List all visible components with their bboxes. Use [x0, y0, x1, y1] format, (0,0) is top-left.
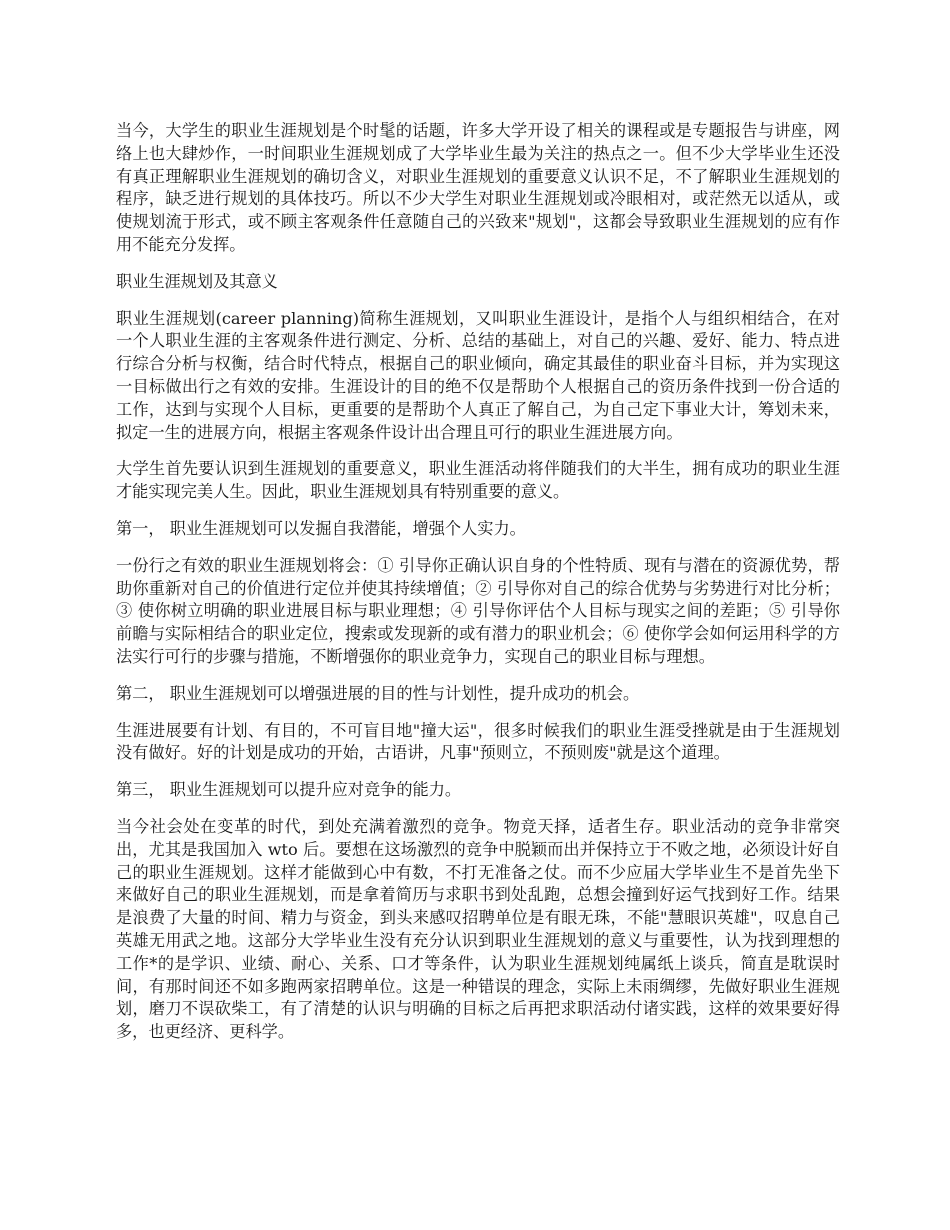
significance-paragraph: 大学生首先要认识到生涯规划的重要意义，职业生涯活动将伴随我们的大半生，拥有成功的职业生涯才能实现完美人生。因此，职业生涯规划具有特别重要的意义。: [116, 459, 840, 502]
point-three-paragraph: 当今社会处在变革的时代，到处充满着激烈的竞争。物竞天择，适者生存。职业活动的竞争非常突出，尤其是我国加入 wto 后。要想在这场激烈的竞争中脱颖而出并保持立于不败之地，必须设计好自己的职业生涯规划。这样才能做到心中有数，不打无准备之仗。而不少应届大学毕业生不是首先坐下来做好自己的职业生涯规划，而是拿着简历与求职书到处乱跑，总想会撞到好运气找到好工作。结果是浪费了大量的时间、精力与资金，到头来感叹招聘单位是有眼无珠，不能"慧眼识英雄"，叹息自己英雄无用武之地。这部分大学毕业生没有充分认识到职业生涯规划的意义与重要性，认为找到理想的工作*的是学识、业绩、耐心、关系、口才等条件，认为职业生涯规划纯属纸上谈兵，简直是耽误时间，有那时间还不如多跑两家招聘单位。这是一种错误的理念，实际上未雨绸缪，先做好职业生涯规划，磨刀不误砍柴工，有了清楚的认识与明确的目标之后再把求职活动付诸实践，这样的效果要好得多，也更经济、更科学。: [116, 816, 840, 1042]
document-body: [116, 120, 840, 1058]
point-two-paragraph: 生涯进展要有计划、有目的，不可盲目地"撞大运"，很多时候我们的职业生涯受挫就是由于生涯规划没有做好。好的计划是成功的开始，古语讲，凡事"预则立，不预则废"就是这个道理。: [116, 720, 840, 763]
intro-paragraph: 当今，大学生的职业生涯规划是个时髦的话题，许多大学开设了相关的课程或是专题报告与讲座，网络上也大肆炒作，一时间职业生涯规划成了大学毕业生最为关注的热点之一。但不少大学毕业生还没有真正理解职业生涯规划的确切含义，对职业生涯规划的重要意义认识不足，不了解职业生涯规划的程序，缺乏进行规划的具体技巧。所以不少大学生对职业生涯规划或冷眼相对，或茫然无以适从，或使规划流于形式，或不顾主客观条件任意随自己的兴致来"规划"，这都会导致职业生涯规划的应有作用不能充分发挥。: [116, 121, 840, 254]
definition-paragraph: 职业生涯规划(career planning)简称生涯规划，又叫职业生涯设计，是指个人与组织相结合，在对一个人职业生涯的主客观条件进行测定、分析、总结的基础上，对自己的兴趣、爱好、能力、特点进行综合分析与权衡，结合时代特点，根据自己的职业倾向，确定其最佳的职业奋斗目标，并为实现这一目标做出行之有效的安排。生涯设计的目的绝不仅是帮助个人根据自己的资历条件找到一份合适的工作，达到与实现个人目标，更重要的是帮助个人真正了解自己，为自己定下事业大计，筹划未来，拟定一生的进展方向，根据主客观条件设计出合理且可行的职业生涯进展方向。: [116, 308, 840, 442]
point-one-paragraph: 一份行之有效的职业生涯规划将会：① 引导你正确认识自身的个性特质、现有与潜在的资源优势，帮助你重新对自己的价值进行定位并使其持续增值；② 引导你对自己的综合优势与劣势进行对比分析；③ 使你树立明确的职业进展目标与职业理想；④ 引导你评估个人目标与现实之间的差距；⑤ 引导你前瞻与实际相结合的职业定位，搜索或发现新的或有潜力的职业机会；⑥ 使你学会如何运用科学的方法实行可行的步骤与措施，不断增强你的职业竞争力，实现自己的职业目标与理想。: [116, 555, 840, 666]
point-one-heading: 第一， 职业生涯规划可以发掘自我潜能，增强个人实力。: [116, 518, 526, 538]
point-three-heading: 第三， 职业生涯规划可以提升应对竞争的能力。: [116, 780, 462, 800]
point-two-heading: 第二， 职业生涯规划可以增强进展的目的性与计划性，提升成功的机会。: [116, 683, 640, 703]
section-heading: 职业生涯规划及其意义: [116, 271, 278, 291]
